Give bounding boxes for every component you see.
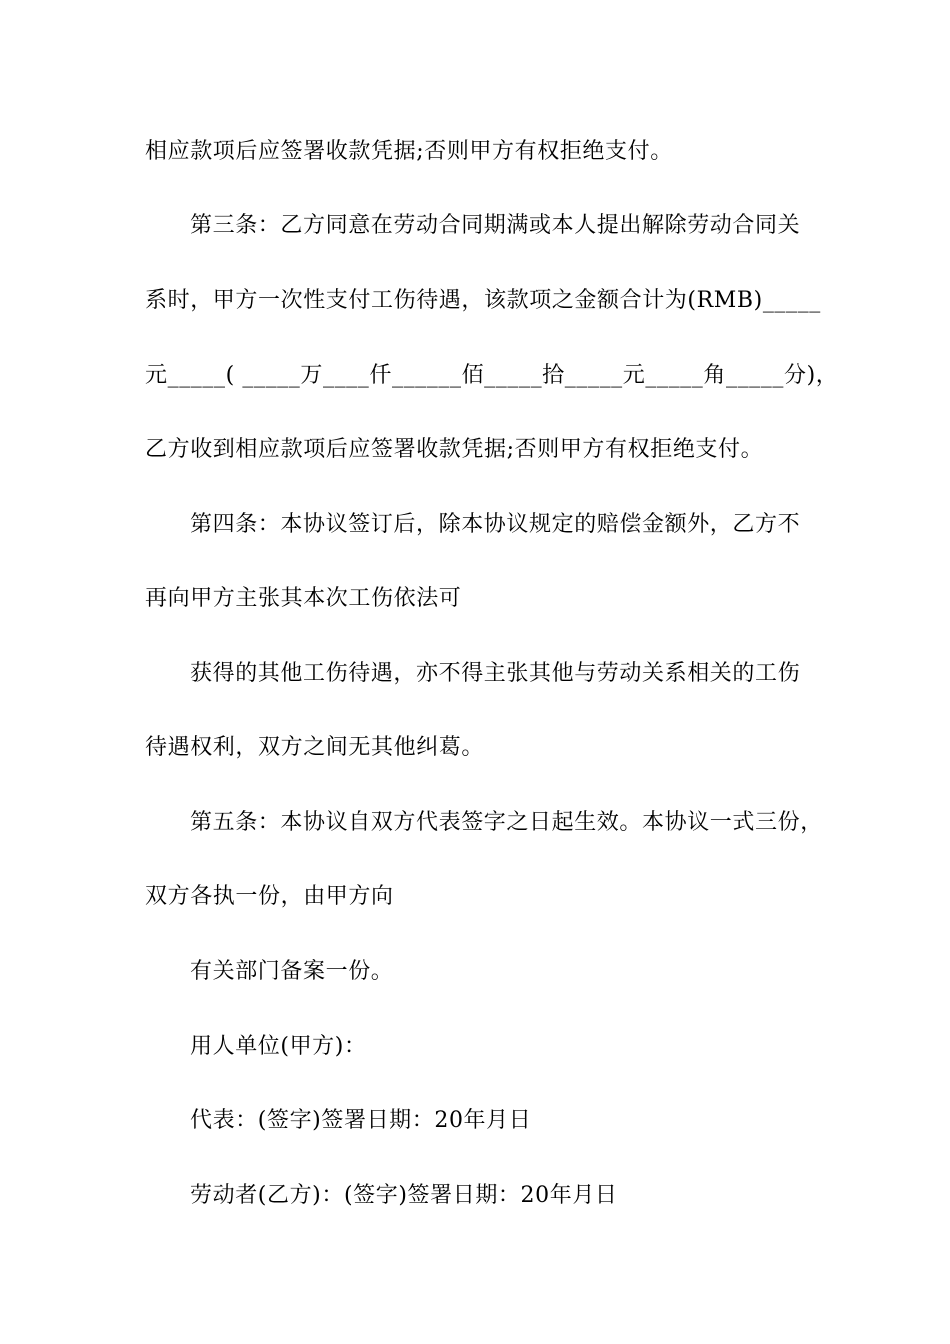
employer-signature-label: 用人单位(甲方)： [190,1034,367,1059]
article-5-heading-line: 第五条：本协议自双方代表签字之日起生效。本协议一式三份， [190,810,823,835]
paragraph-line: 获得的其他工伤待遇，亦不得主张其他与劳动关系相关的工伤 [190,661,801,686]
article-4-heading-line: 第四条：本协议签订后，除本协议规定的赔偿金额外，乙方不 [190,512,801,537]
paragraph-line: 系时，甲方一次性支付工伤待遇，该款项之金额合计为(RMB)_____ [145,288,821,313]
paragraph-line: 双方各执一份，由甲方向 [145,884,394,909]
amount-fill-line: 元_____( _____万____仟______佰_____拾_____元_____角_____分)， [145,363,839,388]
paragraph-line: 有关部门备案一份。 [190,959,394,984]
worker-signature-line: 劳动者(乙方)：(签字)签署日期：20年月日 [190,1183,618,1208]
paragraph-line: 乙方收到相应款项后应签署收款凭据;否则甲方有权拒绝支付。 [145,437,764,462]
paragraph-line: 相应款项后应签署收款凭据;否则甲方有权拒绝支付。 [145,139,673,164]
paragraph-line: 待遇权利，双方之间无其他纠葛。 [145,735,485,760]
representative-signature-line: 代表：(签字)签署日期：20年月日 [190,1108,532,1133]
paragraph-line: 再向甲方主张其本次工伤依法可 [145,586,462,611]
article-3-heading-line: 第三条：乙方同意在劳动合同期满或本人提出解除劳动合同关 [190,213,801,238]
